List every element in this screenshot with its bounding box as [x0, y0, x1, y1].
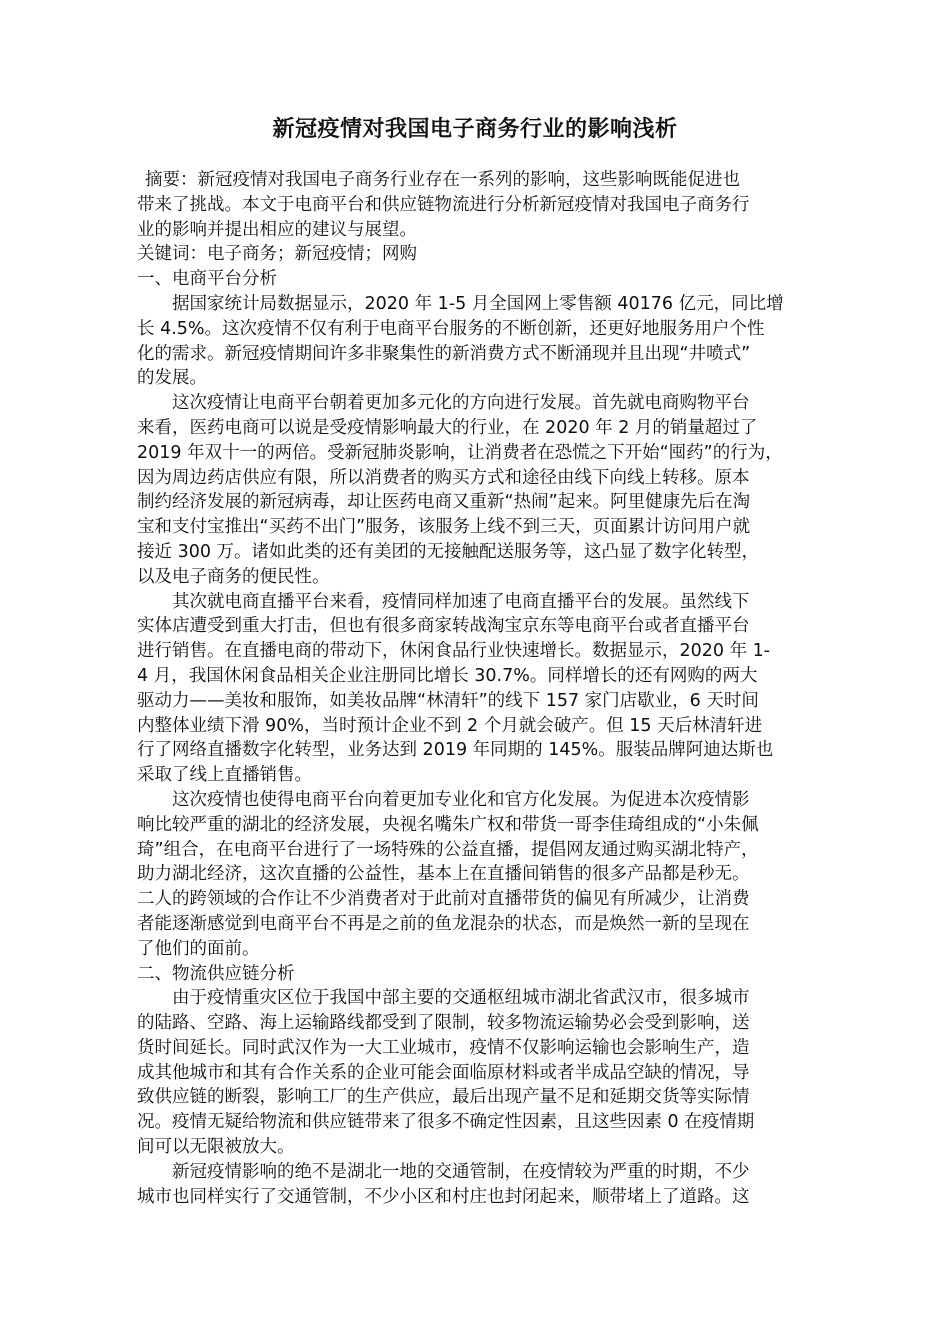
paragraph-line: 宝和支付宝推出“买药不出门”服务，该服务上线不到三天，页面累计访问用户就	[137, 517, 751, 538]
paragraph-line: 成其他城市和其有合作关系的企业可能会面临原材料或者半成品空缺的情况，导	[137, 1062, 750, 1083]
paragraph-line: 由于疫情重灾区位于我国中部主要的交通枢纽城市湖北省武汉市，很多城市	[172, 988, 750, 1009]
paragraph-line: 接近 300 万。诸如此类的还有美团的无接触配送服务等，这凸显了数字化转型，	[137, 541, 760, 562]
paragraph-line: 况。疫情无疑给物流和供应链带来了很多不确定性因素，且这些因素 0 在疫情期	[137, 1112, 755, 1133]
paragraph-3	[137, 590, 827, 788]
paragraph-line: 这次疫情也使得电商平台向着更加专业化和官方化发展。为促进本次疫情影	[172, 789, 750, 810]
paragraph-line: 2019 年双十一的两倍。受新冠肺炎影响，让消费者在恐慌之下开始“囤药”的行为，	[137, 442, 783, 463]
paragraph-line: 者能逐渐感觉到电商平台不再是之前的鱼龙混杂的状态，而是焕然一新的呈现在	[137, 913, 750, 934]
paragraph-line: 的发展。	[137, 368, 207, 389]
paragraph-line: 驱动力——美妆和服饰，如美妆品牌“林清轩”的线下 157 家门店歇业，6 天时间	[137, 690, 759, 711]
abstract-line: 摘要：新冠疫情对我国电子商务行业存在一系列的影响，这些影响既能促进也	[145, 170, 740, 190]
paragraph-line: 来看，医药电商可以说是受疫情影响最大的行业，在 2020 年 2 月的销量超过了	[137, 417, 758, 438]
paragraph-line: 以及电子商务的便民性。	[137, 566, 330, 587]
paragraph-line: 制约经济发展的新冠病毒，却让医药电商又重新“热闹”起来。阿里健康先后在淘	[137, 492, 751, 513]
abstract-line: 业的影响并提出相应的建议与展望。	[137, 219, 417, 240]
paragraph-1	[137, 292, 827, 391]
paragraph-line: 长 4.5%。这次疫情不仅有利于电商平台服务的不断创新，还更好地服务用户个性	[137, 318, 765, 339]
paragraph-line: 助力湖北经济，这次直播的公益性，基本上在直播间销售的很多产品都是秒无。	[137, 864, 750, 885]
paragraph-line: 这次疫情让电商平台朝着更加多元化的方向进行发展。首先就电商购物平台	[172, 393, 750, 414]
paragraph-line: 化的需求。新冠疫情期间许多非聚集性的新消费方式不断涌现并且出现“井喷式”	[137, 343, 751, 364]
paragraph-line: 了他们的面前。	[137, 938, 260, 959]
abstract-line: 带来了挑战。本文于电商平台和供应链物流进行分析新冠疫情对我国电子商务行	[137, 194, 750, 215]
paragraph-line: 琦”组合，在电商平台进行了一场特殊的公益直播，提倡网友通过购买湖北特产，	[137, 839, 759, 860]
abstract	[137, 168, 827, 242]
paragraph-line: 其次就电商直播平台来看，疫情同样加速了电商直播平台的发展。虽然线下	[172, 591, 750, 612]
paragraph-line: 响比较严重的湖北的经济发展，央视名嘴朱广权和带货一哥李佳琦组成的“小朱佩	[137, 814, 759, 835]
paragraph-line: 的陆路、空路、海上运输路线都受到了限制，较多物流运输势必会受到影响，送	[137, 1013, 750, 1034]
paragraph-line: 内整体业绩下滑 90%，当时预计企业不到 2 个月就会破产。但 15 天后林清轩进	[137, 715, 763, 736]
section-heading-1: 一、电商平台分析	[137, 269, 277, 290]
paragraph-line: 采取了线上直播销售。	[137, 765, 312, 786]
paragraph-line: 据国家统计局数据显示，2020 年 1-5 月全国网上零售额 40176 亿元，同比增	[172, 293, 784, 314]
paragraph-line: 货时间延长。同时武汉作为一大工业城市，疫情不仅影响运输也会影响生产，造	[137, 1037, 750, 1058]
keywords: 关键词：电子商务；新冠疫情；网购	[137, 244, 417, 265]
section-heading-2: 二、物流供应链分析	[137, 963, 295, 984]
paragraph-line: 间可以无限被放大。	[137, 1137, 295, 1158]
paragraph-line: 行了网络直播数字化转型，业务达到 2019 年同期的 145%。服装品牌阿迪达斯也	[137, 740, 774, 761]
paragraph-line: 进行销售。在直播电商的带动下，休闲食品行业快速增长。数据显示，2020 年 1-	[137, 641, 771, 662]
paragraph-6	[137, 1160, 827, 1210]
paragraph-line: 因为周边药店供应有限，所以消费者的购买方式和途径由线下向线上转移。原本	[137, 467, 750, 488]
paragraph-line: 致供应链的断裂，影响工厂的生产供应，最后出现产量不足和延期交货等实际情	[137, 1087, 750, 1108]
document-body	[137, 168, 827, 1209]
paragraph-2	[137, 391, 827, 589]
paragraph-line: 4 月，我国休闲食品相关企业注册同比增长 30.7%。同样增长的还有网购的两大	[137, 665, 758, 686]
paragraph-4	[137, 788, 827, 962]
paragraph-line: 实体店遭受到重大打击，但也有很多商家转战淘宝京东等电商平台或者直播平台	[137, 616, 750, 637]
paragraph-5	[137, 986, 827, 1160]
document-title: 新冠疫情对我国电子商务行业的影响浅析	[272, 117, 678, 142]
paragraph-line: 城市也同样实行了交通管制，不少小区和村庄也封闭起来，顺带堵上了道路。这	[137, 1186, 750, 1207]
paragraph-line: 新冠疫情影响的绝不是湖北一地的交通管制，在疫情较为严重的时期，不少	[172, 1161, 750, 1182]
paragraph-line: 二人的跨领域的合作让不少消费者对于此前对直播带货的偏见有所减少，让消费	[137, 889, 750, 910]
